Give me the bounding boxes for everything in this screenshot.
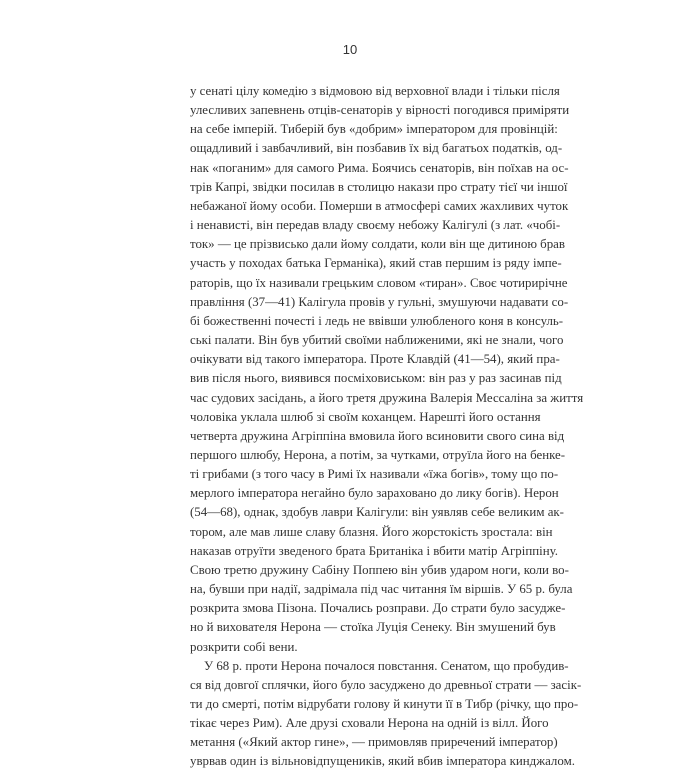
text-line: нак «поганим» для самого Рима. Боячись сенаторів, він поїхав на ос-: [190, 160, 569, 175]
text-line: ські палати. Він був убитий своїми наближеними, які не знали, чого: [190, 333, 564, 348]
text-line: і ненависті, він передав владу своєму небожу Калігулі (з лат. «чобі-: [190, 218, 561, 233]
text-line: ся від довгої сплячки, його було засуджено до древньої страти — засік-: [190, 677, 582, 692]
text-line: улесливих запевнень отців-сенаторів у вірності погодився приміряти: [190, 103, 570, 118]
text-line: тікає через Рим). Але друзі сховали Нерона на одній із вілл. Його: [190, 716, 549, 731]
text-line: розкрита змова Пізона. Почались розправи. До страти було засудже-: [190, 601, 566, 616]
text-line: час судових засідань, а його третя дружина Валерія Мессаліна за життя: [190, 390, 584, 405]
text-line: наказав отруїти зведеного брата Британіка і вбити матір Агріппіну.: [190, 543, 558, 558]
text-line: У 68 р. проти Нерона почалося повстання. Сенатом, що пробудив-: [204, 658, 569, 673]
text-line: правління (37—41) Калігула провів у гульні, змушуючи надавати со-: [190, 294, 569, 309]
paragraph-1: [190, 82, 584, 657]
text-line: ти до смерті, потім відрубати голову й кинути її в Тибр (річку, що про-: [190, 697, 579, 711]
text-line: небажаної йому особи. Померши в атмосфері самих жахливих чуток: [190, 198, 569, 213]
text-line: трів Капрі, звідки посилав в столицю накази про страту тієї чи іншої: [190, 179, 568, 194]
text-line: метання («Який актор гине», — примовляв приречений імператор): [190, 735, 558, 750]
text-line: четверта дружина Агріппіна вмовила його всиновити свого сина від: [190, 428, 565, 443]
text-line: вив після нього, виявився посміховиськом: він раз у раз засинав під: [190, 371, 562, 386]
text-line: но й вихователя Нерона — стоїка Луція Сенеку. Він змушений був: [190, 620, 556, 635]
text-line: ті грибами (з того часу в Римі їх називали «їжа богів», тому що по-: [190, 467, 559, 482]
text-line: чоловіка уклала шлюб зі своїм коханцем. Нарешті його остання: [190, 409, 541, 424]
text-line: мерлого імператора негайно було зараховано до лику богів). Нерон: [190, 486, 559, 501]
page-number: 10: [342, 42, 358, 57]
text-line: очікувати від такого імператора. Проте Клавдій (41—54), який пра-: [190, 352, 560, 367]
text-line: першого шлюбу, Нерона, а потім, за чутками, отруїла його на бенке-: [190, 447, 566, 462]
text-line: участь у походах батька Германіка), який став першим із ряду імпе-: [190, 256, 562, 271]
text-line: на себе імперій. Тиберій був «добрим» імператором для провінцій:: [190, 122, 558, 137]
text-line: ток» — це прізвисько дали йому солдати, коли він ще дитиною брав: [190, 237, 565, 252]
text-line: на, бувши при надії, задрімала під час читання їм віршів. У 65 р. була: [190, 582, 573, 597]
text-line: ощадливий і завбачливий, він позбавив їх від багатьох податків, од-: [190, 141, 563, 156]
text-line: раторів, що їх називали грецьким словом «тиран». Своє чотирирічне: [190, 275, 568, 290]
body-text: [190, 82, 584, 772]
paragraph-2: [190, 657, 582, 772]
text-line: уврвав один із вільновідпущеників, який вбив імператора кинджалом.: [190, 754, 575, 769]
text-line: тором, але мав лише славу блазня. Його жорстокість зростала: він: [190, 524, 553, 539]
text-line: у сенаті цілу комедію з відмовою від верховної влади і тільки після: [190, 84, 560, 98]
text-line: (54—68), однак, здобув лаври Калігули: він уявляв себе великим ак-: [190, 505, 564, 520]
text-line: Свою третю дружину Сабіну Поппею він убив ударом ноги, коли во-: [190, 562, 569, 577]
text-line: бі божественні почесті і ледь не ввівши улюбленого коня в консуль-: [190, 313, 564, 328]
text-line: розкрити собі вени.: [190, 639, 298, 654]
